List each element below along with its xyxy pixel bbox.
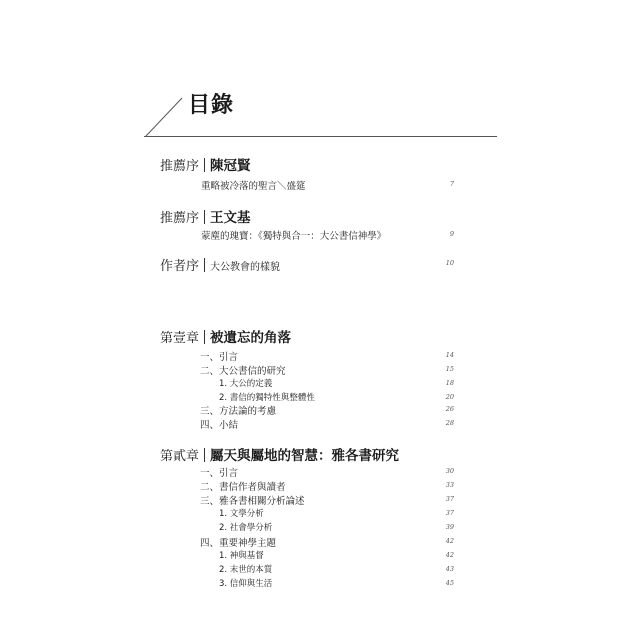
section-heading <box>160 154 251 174</box>
toc-subentry[interactable]: 3. 信仰與生活 <box>219 579 273 589</box>
toc-subentry[interactable]: 2. 末世的本質 <box>219 565 273 575</box>
toc-entry[interactable]: 三、方法論的考慮 <box>200 406 277 417</box>
chapter-divider <box>204 330 205 344</box>
toc-entry[interactable]: 四、重要神學主題 <box>200 538 277 549</box>
toc-subentry[interactable]: 2. 社會學分析 <box>219 523 273 533</box>
toc-entry[interactable]: 二、大公書信的研究 <box>200 366 286 377</box>
page-number: 7 <box>449 180 454 188</box>
toc-subentry[interactable]: 1. 文學分析 <box>219 509 264 519</box>
toc-entry[interactable]: 蒙塵的瑰寶：《獨特與合一：大公書信神學》 <box>201 231 387 242</box>
section-divider <box>204 158 205 172</box>
chapter-divider <box>204 448 205 462</box>
page-number: 10 <box>445 259 454 267</box>
section-label: 推薦序 <box>160 211 200 226</box>
chapter-label: 第壹章 <box>160 331 200 346</box>
section-name: 陳冠賢 <box>210 158 251 174</box>
page-number: 42 <box>445 537 454 545</box>
page-number: 15 <box>445 365 454 373</box>
toc-entry[interactable]: 二、書信作者與讀者 <box>200 482 286 493</box>
page-number: 42 <box>445 551 454 559</box>
section-divider <box>204 210 205 224</box>
chapter-title[interactable]: 被遺忘的角落 <box>210 330 292 346</box>
page-number: 43 <box>445 565 454 573</box>
page-number: 45 <box>445 579 454 587</box>
toc-entry[interactable]: 一、引言 <box>200 468 239 479</box>
section-name[interactable]: 大公教會的樣貌 <box>210 262 281 273</box>
page-number: 33 <box>445 481 454 489</box>
page-number: 30 <box>445 467 454 475</box>
chapter-heading <box>160 326 291 346</box>
section-divider <box>204 258 205 272</box>
toc-entry[interactable]: 一、引言 <box>200 352 239 363</box>
section-label: 作者序 <box>160 259 200 274</box>
page-number: 26 <box>445 405 454 413</box>
toc-entry[interactable]: 三、雅各書相關分析論述 <box>200 496 305 507</box>
toc-subentry[interactable]: 2. 書信的獨特性與整體性 <box>219 393 315 403</box>
header-rule <box>144 136 497 137</box>
toc-subentry[interactable]: 1. 神與基督 <box>219 551 264 561</box>
chapter-label: 第貳章 <box>160 449 200 464</box>
section-heading <box>160 255 280 274</box>
page-number: 9 <box>449 230 454 238</box>
toc-title: 目錄 <box>188 93 235 118</box>
page-number: 14 <box>445 351 454 359</box>
page-number: 20 <box>445 393 454 401</box>
toc-entry[interactable]: 重略被冷落的聖言＼盛筵 <box>201 181 306 192</box>
page-number: 28 <box>445 419 454 427</box>
page-number: 37 <box>445 495 454 503</box>
page-number: 37 <box>445 509 454 517</box>
page-number: 39 <box>445 523 454 531</box>
toc-entry[interactable]: 四、小結 <box>200 420 239 431</box>
section-name: 王文基 <box>210 210 251 226</box>
toc-subentry[interactable]: 1. 大公的定義 <box>219 379 273 389</box>
chapter-heading <box>160 444 399 464</box>
section-label: 推薦序 <box>160 159 200 174</box>
chapter-title[interactable]: 屬天與屬地的智慧：雅各書研究 <box>210 448 400 464</box>
section-heading <box>160 206 251 226</box>
page-number: 18 <box>445 379 454 387</box>
